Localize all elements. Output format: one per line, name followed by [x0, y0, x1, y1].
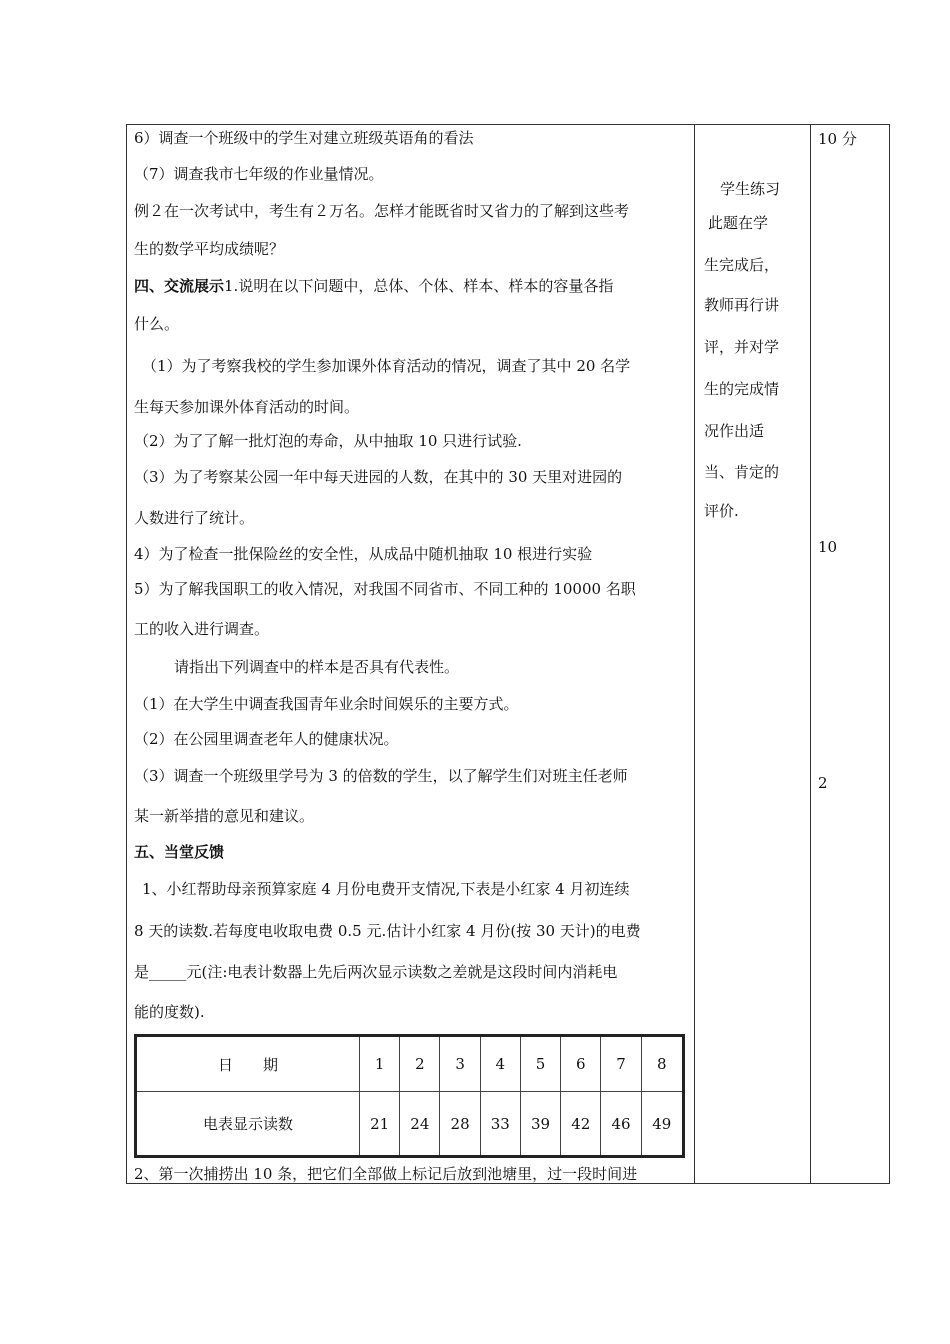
- time-allocation: 2: [818, 774, 828, 792]
- text-line: 评，并对学: [704, 338, 780, 356]
- day-cell: 5: [520, 1036, 560, 1092]
- text-line: （1）在大学生中调查我国青年业余时间娱乐的主要方式。: [134, 695, 519, 713]
- text-line: 6）调查一个班级中的学生对建立班级英语角的看法: [134, 129, 474, 147]
- reading-cell: 28: [440, 1092, 480, 1157]
- time-allocation: 10 分: [818, 130, 857, 148]
- section-heading-4: 四、交流展示: [134, 277, 225, 295]
- time-allocation: 10: [818, 538, 838, 556]
- text-line: 教师再行讲: [704, 296, 780, 314]
- reading-cell: 46: [601, 1092, 641, 1157]
- reading-cell: 49: [641, 1092, 683, 1157]
- text-line: 此题在学: [708, 214, 769, 232]
- text-line: 请指出下列调查中的样本是否具有代表性。: [174, 658, 460, 676]
- table-row-readings: [136, 1092, 684, 1157]
- text-line: 4）为了检查一批保险丝的安全性，从成品中随机抽取 10 根进行实验: [134, 545, 593, 563]
- text-line-with-heading: 四、交流展示1.说明在以下问题中，总体、个体、样本、样本的容量各指: [134, 277, 614, 295]
- reading-cell: 39: [520, 1092, 560, 1157]
- text-line: 1、小红帮助母亲预算家庭 4 月份电费开支情况,下表是小红家 4 月初连续: [142, 880, 630, 898]
- text-line: 什么。: [134, 315, 180, 333]
- text-line: 人数进行了统计。: [134, 509, 255, 527]
- text-line: 生完成后，: [704, 256, 780, 274]
- reading-cell: 42: [561, 1092, 601, 1157]
- reading-cell: 24: [400, 1092, 440, 1157]
- text-line: 例２在一次考试中，考生有２万名。怎样才能既省时又省力的了解到这些考: [134, 202, 630, 220]
- text-line: 当、肯定的: [704, 463, 780, 481]
- text-line: 生的完成情: [704, 380, 780, 398]
- text-line: 能的度数).: [134, 1003, 205, 1021]
- text-line: 5）为了解我国职工的收入情况，对我国不同省市、不同工种的 10000 名职: [134, 580, 636, 598]
- text-line: 学生练习: [720, 180, 781, 198]
- text-line: 评价.: [704, 502, 739, 520]
- text-line: （2）在公园里调查老年人的健康状况。: [134, 730, 399, 748]
- table-row-dates: [136, 1036, 684, 1092]
- text-line: 生每天参加课外体育活动的时间。: [134, 398, 360, 416]
- text-line: （3）为了考察某公园一年中每天进园的人数，在其中的 30 天里对进园的: [134, 468, 623, 486]
- text-line: 工的收入进行调查。: [134, 620, 270, 638]
- section-heading-5: 五、当堂反馈: [134, 843, 225, 861]
- reading-cell: 33: [480, 1092, 520, 1157]
- text-line: 生的数学平均成绩呢？: [134, 240, 285, 258]
- day-cell: 4: [480, 1036, 520, 1092]
- column-divider-2: [810, 124, 811, 1184]
- meter-reading-table: [134, 1034, 685, 1158]
- text-line: 况作出适: [704, 422, 765, 440]
- day-cell: 7: [601, 1036, 641, 1092]
- reading-cell: 21: [360, 1092, 400, 1157]
- row-label-date: 日 期: [136, 1036, 360, 1092]
- day-cell: 3: [440, 1036, 480, 1092]
- day-cell: 8: [641, 1036, 683, 1092]
- text-line: （7）调查我市七年级的作业量情况。: [134, 165, 384, 183]
- text-line: （1）为了考察我校的学生参加课外体育活动的情况，调查了其中 20 名学: [142, 357, 631, 375]
- text-line: 8 天的读数.若每度电收取电费 0.5 元.估计小红家 4 月份(按 30 天计)的电费: [134, 922, 641, 940]
- text-line: 某一新举措的意见和建议。: [134, 807, 315, 825]
- text-line: （2）为了了解一批灯泡的寿命，从中抽取 10 只进行试验.: [134, 432, 522, 450]
- column-divider-1: [694, 124, 695, 1184]
- text-line: 是_____元(注:电表计数器上先后两次显示读数之差就是这段时间内消耗电: [134, 963, 618, 981]
- row-label-reading: 电表显示读数: [136, 1092, 360, 1157]
- text-line: （3）调查一个班级里学号为 3 的倍数的学生，以了解学生们对班主任老师: [134, 767, 628, 785]
- day-cell: 2: [400, 1036, 440, 1092]
- text-line: 2、第一次捕捞出 10 条，把它们全部做上标记后放到池塘里，过一段时间进: [134, 1165, 638, 1183]
- day-cell: 6: [561, 1036, 601, 1092]
- day-cell: 1: [360, 1036, 400, 1092]
